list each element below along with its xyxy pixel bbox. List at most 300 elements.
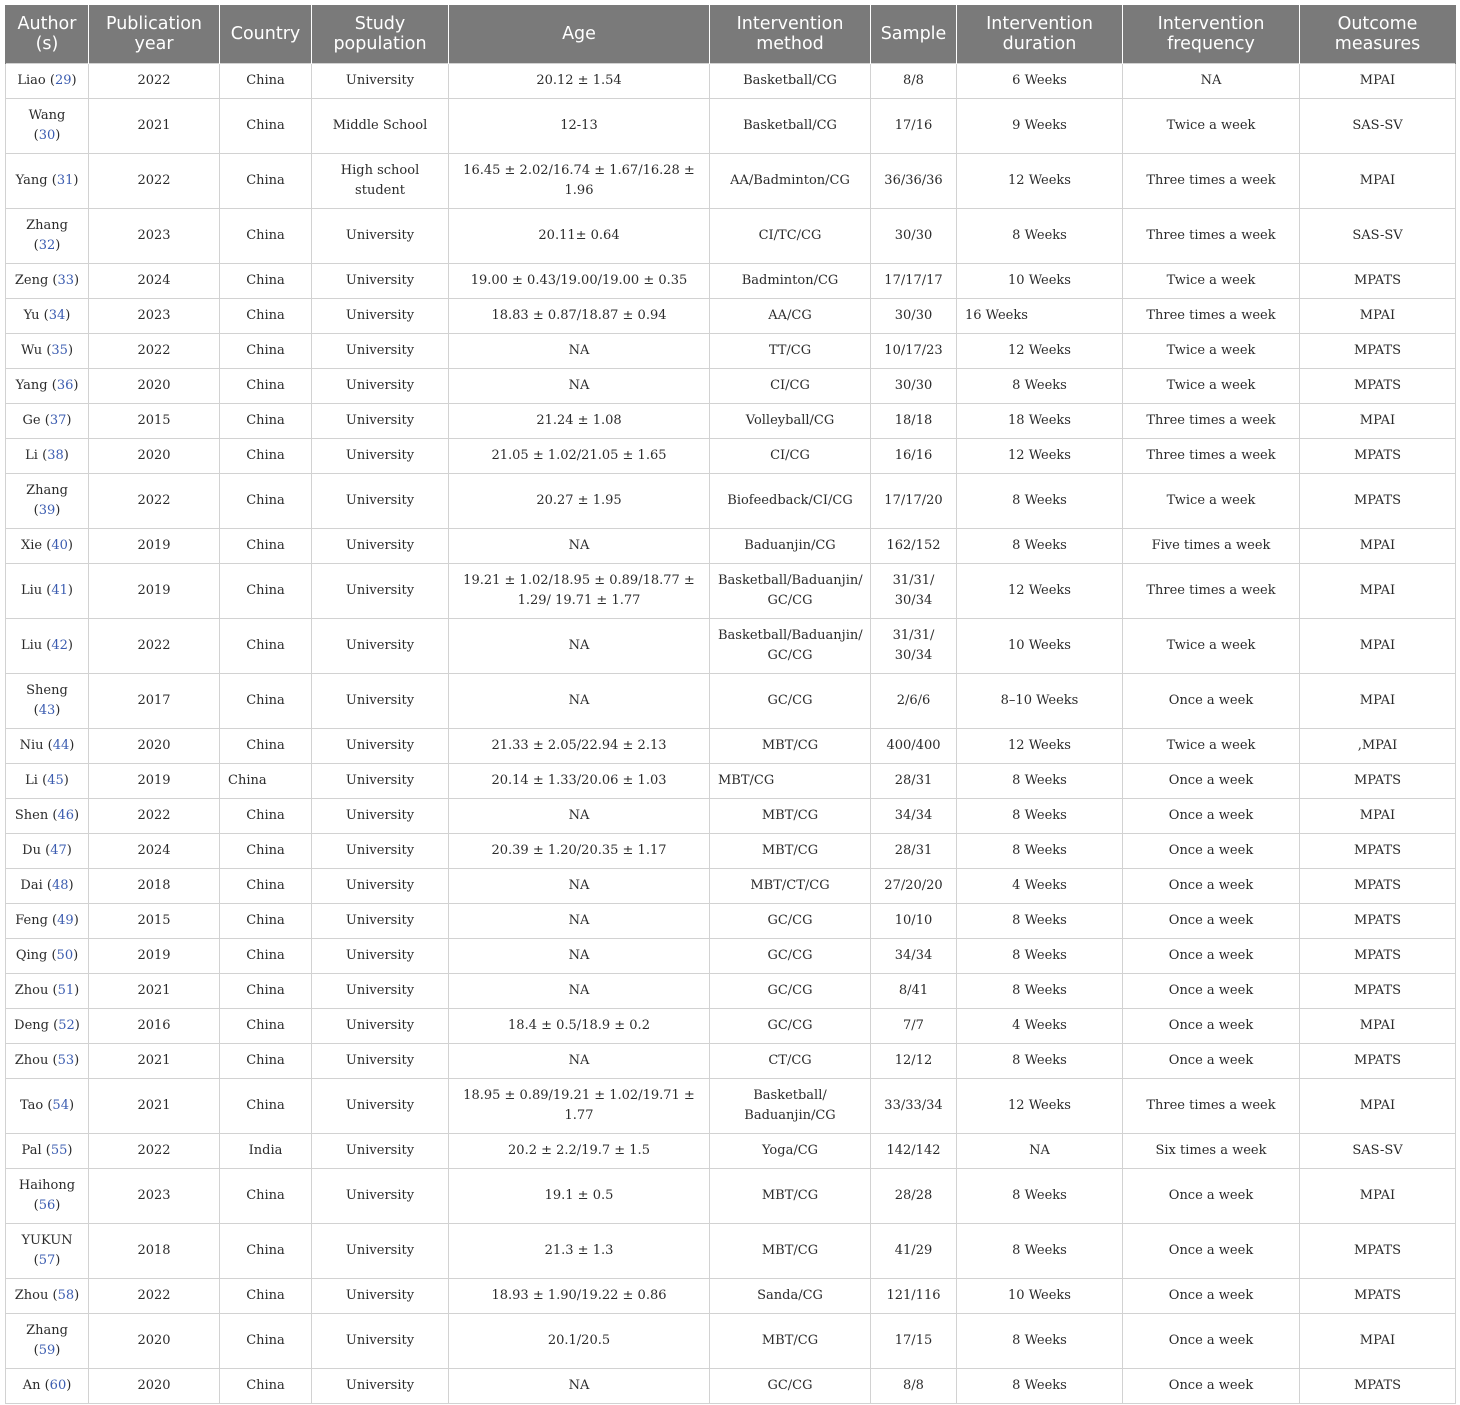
table-row — [6, 1133, 1456, 1168]
duration-cell: 8 Weeks — [957, 1313, 1123, 1368]
reference-link[interactable]: 37 — [49, 412, 67, 428]
reference-link[interactable]: 29 — [54, 72, 72, 88]
author-name: Zhou — [14, 1052, 49, 1068]
age-cell: NA — [449, 333, 710, 368]
age-cell: 20.1/20.5 — [449, 1313, 710, 1368]
outcome-cell: MPAI — [1300, 63, 1456, 98]
sample-cell: 8/8 — [871, 1368, 957, 1403]
country-cell: China — [220, 1278, 312, 1313]
author-cell: Zhou (51) — [6, 973, 89, 1008]
duration-cell: 10 Weeks — [957, 1278, 1123, 1313]
author-name: Yang — [15, 172, 48, 188]
outcome-cell: MPATS — [1300, 1368, 1456, 1403]
duration-cell: 16 Weeks — [957, 298, 1123, 333]
method-cell: MBT/CG — [710, 1313, 871, 1368]
year-cell: 2023 — [89, 208, 220, 263]
method-cell: Basketball/Baduanjin/ GC/CG — [710, 618, 871, 673]
outcome-cell: MPAI — [1300, 1168, 1456, 1223]
author-name: Zhang — [26, 1322, 68, 1338]
author-name: Dai — [20, 877, 43, 893]
frequency-cell: Once a week — [1123, 1313, 1300, 1368]
author-cell: Zhou (58) — [6, 1278, 89, 1313]
population-cell: University — [312, 833, 449, 868]
country-cell: China — [220, 618, 312, 673]
population-cell: University — [312, 673, 449, 728]
outcome-cell: ,MPAI — [1300, 728, 1456, 763]
sample-cell: 34/34 — [871, 798, 957, 833]
author-cell: Yang (31) — [6, 153, 89, 208]
population-cell: High school student — [312, 153, 449, 208]
country-cell: China — [220, 938, 312, 973]
outcome-cell: MPATS — [1300, 368, 1456, 403]
sample-cell: 142/142 — [871, 1133, 957, 1168]
table-header — [6, 5, 1456, 63]
reference-link[interactable]: 57 — [38, 1252, 56, 1268]
outcome-cell: MPATS — [1300, 333, 1456, 368]
outcome-cell: MPATS — [1300, 263, 1456, 298]
reference-link[interactable]: 38 — [47, 447, 64, 463]
method-cell: AA/Badminton/CG — [710, 153, 871, 208]
frequency-cell: Three times a week — [1123, 403, 1300, 438]
reference-link[interactable]: 34 — [48, 307, 66, 323]
frequency-cell: Once a week — [1123, 763, 1300, 798]
year-cell: 2021 — [89, 98, 220, 153]
duration-cell: 8 Weeks — [957, 903, 1123, 938]
outcome-cell: MPATS — [1300, 938, 1456, 973]
country-cell: China — [220, 1043, 312, 1078]
author-cell: Liu (42) — [6, 618, 89, 673]
author-cell: Li (38) — [6, 438, 89, 473]
duration-cell: 12 Weeks — [957, 563, 1123, 618]
population-cell: University — [312, 438, 449, 473]
population-cell: University — [312, 1043, 449, 1078]
frequency-cell: Twice a week — [1123, 368, 1300, 403]
duration-cell: NA — [957, 1133, 1123, 1168]
reference-link[interactable]: 49 — [57, 912, 74, 928]
population-cell: University — [312, 528, 449, 563]
year-cell: 2020 — [89, 728, 220, 763]
age-cell: 18.4 ± 0.5/18.9 ± 0.2 — [449, 1008, 710, 1043]
duration-cell: 12 Weeks — [957, 1078, 1123, 1133]
table-row — [6, 153, 1456, 208]
frequency-cell: Once a week — [1123, 833, 1300, 868]
outcome-cell: MPATS — [1300, 1043, 1456, 1078]
country-cell: China — [220, 563, 312, 618]
table-row — [6, 1223, 1456, 1278]
country-cell: China — [220, 1008, 312, 1043]
year-cell: 2022 — [89, 63, 220, 98]
year-cell: 2023 — [89, 298, 220, 333]
duration-cell: 8 Weeks — [957, 208, 1123, 263]
method-cell: Volleyball/CG — [710, 403, 871, 438]
age-cell: NA — [449, 798, 710, 833]
population-cell: University — [312, 208, 449, 263]
country-cell: China — [220, 673, 312, 728]
reference-link[interactable]: 45 — [47, 772, 64, 788]
author-cell: Feng (49) — [6, 903, 89, 938]
author-name: Yu — [23, 307, 40, 323]
reference-link[interactable]: 56 — [38, 1197, 56, 1213]
sample-cell: 36/36/36 — [871, 153, 957, 208]
year-cell: 2018 — [89, 1223, 220, 1278]
year-cell: 2021 — [89, 1043, 220, 1078]
population-cell: University — [312, 973, 449, 1008]
sample-cell: 18/18 — [871, 403, 957, 438]
outcome-cell: MPAI — [1300, 403, 1456, 438]
author-name: Zhou — [14, 1287, 49, 1303]
frequency-cell: Five times a week — [1123, 528, 1300, 563]
year-header: Publication year — [89, 5, 220, 63]
duration-header: Intervention duration — [957, 5, 1123, 63]
outcome-cell: MPATS — [1300, 1278, 1456, 1313]
author-name: An — [22, 1377, 41, 1393]
author-name: Li — [25, 772, 38, 788]
duration-cell: 8 Weeks — [957, 368, 1123, 403]
age-cell: NA — [449, 973, 710, 1008]
duration-cell: 12 Weeks — [957, 728, 1123, 763]
method-cell: Sanda/CG — [710, 1278, 871, 1313]
author-name: Tao — [19, 1097, 44, 1113]
sample-cell: 28/28 — [871, 1168, 957, 1223]
age-cell: 19.1 ± 0.5 — [449, 1168, 710, 1223]
population-cell: University — [312, 903, 449, 938]
frequency-cell: Once a week — [1123, 973, 1300, 1008]
author-name: Du — [22, 842, 41, 858]
frequency-cell: Three times a week — [1123, 208, 1300, 263]
table-row — [6, 1078, 1456, 1133]
reference-link[interactable]: 40 — [51, 537, 68, 553]
year-cell: 2024 — [89, 833, 220, 868]
reference-link[interactable]: 39 — [38, 502, 56, 518]
year-cell: 2022 — [89, 618, 220, 673]
age-cell: 18.83 ± 0.87/18.87 ± 0.94 — [449, 298, 710, 333]
reference-link[interactable]: 44 — [52, 737, 70, 753]
method-cell: MBT/CG — [710, 798, 871, 833]
reference-link[interactable]: 60 — [49, 1377, 67, 1393]
method-cell: Basketball/ Baduanjin/CG — [710, 1078, 871, 1133]
country-cell: China — [220, 438, 312, 473]
population-cell: University — [312, 938, 449, 973]
duration-cell: 12 Weeks — [957, 333, 1123, 368]
country-cell: China — [220, 1313, 312, 1368]
reference-link[interactable]: 35 — [51, 342, 68, 358]
country-cell: China — [220, 833, 312, 868]
table-body — [6, 63, 1456, 1403]
outcome-cell: MPATS — [1300, 1223, 1456, 1278]
population-cell: University — [312, 763, 449, 798]
method-header: Intervention method — [710, 5, 871, 63]
header-row — [6, 5, 1456, 63]
author-cell: Yu (34) — [6, 298, 89, 333]
author-name: Li — [25, 447, 38, 463]
sample-cell: 2/6/6 — [871, 673, 957, 728]
table-row — [6, 438, 1456, 473]
reference-link[interactable]: 46 — [57, 807, 75, 823]
country-cell: China — [220, 528, 312, 563]
year-cell: 2020 — [89, 1368, 220, 1403]
reference-link[interactable]: 54 — [52, 1097, 69, 1113]
age-cell: NA — [449, 673, 710, 728]
frequency-cell: NA — [1123, 63, 1300, 98]
author-cell: Shen (46) — [6, 798, 89, 833]
duration-cell: 8 Weeks — [957, 798, 1123, 833]
table-row — [6, 333, 1456, 368]
author-cell: Zhang (32) — [6, 208, 89, 263]
table-row — [6, 528, 1456, 563]
reference-link[interactable]: 43 — [38, 702, 56, 718]
reference-link[interactable]: 41 — [51, 582, 68, 598]
author-name: Xie — [21, 537, 43, 553]
author-name: Liu — [20, 637, 43, 653]
year-cell: 2022 — [89, 153, 220, 208]
age-cell: NA — [449, 938, 710, 973]
year-cell: 2024 — [89, 263, 220, 298]
reference-link[interactable]: 48 — [51, 877, 69, 893]
table-row — [6, 1168, 1456, 1223]
author-name: Zhou — [14, 982, 49, 998]
outcome-cell: MPATS — [1300, 868, 1456, 903]
age-cell: 21.3 ± 1.3 — [449, 1223, 710, 1278]
author-cell: Deng (52) — [6, 1008, 89, 1043]
country-cell: China — [220, 973, 312, 1008]
country-cell: China — [220, 763, 312, 798]
duration-cell: 8 Weeks — [957, 763, 1123, 798]
frequency-header: Intervention frequency — [1123, 5, 1300, 63]
frequency-cell: Once a week — [1123, 1168, 1300, 1223]
sample-cell: 27/20/20 — [871, 868, 957, 903]
year-cell: 2022 — [89, 1278, 220, 1313]
author-cell: Xie (40) — [6, 528, 89, 563]
sample-cell: 31/31/ 30/34 — [871, 563, 957, 618]
outcome-cell: MPAI — [1300, 298, 1456, 333]
reference-link[interactable]: 59 — [38, 1342, 56, 1358]
year-cell: 2020 — [89, 368, 220, 403]
population-cell: University — [312, 728, 449, 763]
reference-link[interactable]: 58 — [57, 1287, 75, 1303]
year-cell: 2021 — [89, 1078, 220, 1133]
year-cell: 2022 — [89, 473, 220, 528]
country-cell: China — [220, 868, 312, 903]
outcome-cell: MPAI — [1300, 1078, 1456, 1133]
reference-link[interactable]: 55 — [50, 1142, 68, 1158]
population-cell: University — [312, 298, 449, 333]
frequency-cell: Twice a week — [1123, 263, 1300, 298]
table-row — [6, 938, 1456, 973]
year-cell: 2022 — [89, 333, 220, 368]
table-row — [6, 728, 1456, 763]
sample-cell: 28/31 — [871, 763, 957, 798]
reference-link[interactable]: 42 — [51, 637, 68, 653]
author-cell: Niu (44) — [6, 728, 89, 763]
population-cell: University — [312, 1368, 449, 1403]
author-cell: Wang (30) — [6, 98, 89, 153]
reference-link[interactable]: 53 — [57, 1052, 75, 1068]
frequency-cell: Twice a week — [1123, 473, 1300, 528]
table-row — [6, 403, 1456, 438]
sample-cell: 7/7 — [871, 1008, 957, 1043]
table-row — [6, 563, 1456, 618]
author-cell: Liao (29) — [6, 63, 89, 98]
outcome-header: Outcome measures — [1300, 5, 1456, 63]
frequency-cell: Three times a week — [1123, 438, 1300, 473]
reference-link[interactable]: 52 — [58, 1017, 75, 1033]
frequency-cell: Once a week — [1123, 1008, 1300, 1043]
sample-cell: 28/31 — [871, 833, 957, 868]
outcome-cell: MPAI — [1300, 673, 1456, 728]
sample-cell: 121/116 — [871, 1278, 957, 1313]
reference-link[interactable]: 50 — [56, 947, 74, 963]
method-cell: Baduanjin/CG — [710, 528, 871, 563]
country-cell: China — [220, 298, 312, 333]
table-row — [6, 1008, 1456, 1043]
population-cell: University — [312, 1278, 449, 1313]
method-cell: CT/CG — [710, 1043, 871, 1078]
reference-link[interactable]: 32 — [38, 237, 56, 253]
duration-cell: 8 Weeks — [957, 1168, 1123, 1223]
author-name: Zeng — [14, 272, 49, 288]
frequency-cell: Twice a week — [1123, 98, 1300, 153]
table-row — [6, 1368, 1456, 1403]
table-row — [6, 673, 1456, 728]
population-header: Study population — [312, 5, 449, 63]
country-cell: China — [220, 728, 312, 763]
sample-cell: 41/29 — [871, 1223, 957, 1278]
table-row — [6, 1043, 1456, 1078]
outcome-cell: MPAI — [1300, 563, 1456, 618]
age-cell: 20.11± 0.64 — [449, 208, 710, 263]
duration-cell: 8 Weeks — [957, 1223, 1123, 1278]
table-row — [6, 298, 1456, 333]
method-cell: MBT/CG — [710, 833, 871, 868]
author-cell: Wu (35) — [6, 333, 89, 368]
table-row — [6, 868, 1456, 903]
table-row — [6, 1278, 1456, 1313]
method-cell: MBT/CG — [710, 1168, 871, 1223]
population-cell: University — [312, 1078, 449, 1133]
age-cell: 12-13 — [449, 98, 710, 153]
population-cell: University — [312, 1133, 449, 1168]
reference-link[interactable]: 51 — [57, 982, 75, 998]
method-cell: Basketball/CG — [710, 63, 871, 98]
table-row — [6, 763, 1456, 798]
frequency-cell: Once a week — [1123, 938, 1300, 973]
age-cell: 19.00 ± 0.43/19.00/19.00 ± 0.35 — [449, 263, 710, 298]
reference-link[interactable]: 36 — [56, 377, 74, 393]
age-cell: 18.95 ± 0.89/19.21 ± 1.02/19.71 ± 1.77 — [449, 1078, 710, 1133]
year-cell: 2019 — [89, 763, 220, 798]
country-cell: China — [220, 368, 312, 403]
table-row — [6, 973, 1456, 1008]
table-row — [6, 798, 1456, 833]
duration-cell: 8 Weeks — [957, 938, 1123, 973]
country-cell: China — [220, 63, 312, 98]
method-cell: CI/CG — [710, 438, 871, 473]
age-cell: 21.24 ± 1.08 — [449, 403, 710, 438]
table-row — [6, 98, 1456, 153]
reference-link[interactable]: 30 — [38, 127, 56, 143]
age-cell: 20.12 ± 1.54 — [449, 63, 710, 98]
age-cell: NA — [449, 528, 710, 563]
table-row — [6, 618, 1456, 673]
outcome-cell: SAS-SV — [1300, 98, 1456, 153]
method-cell: Basketball/CG — [710, 98, 871, 153]
population-cell: University — [312, 1313, 449, 1368]
sample-cell: 10/10 — [871, 903, 957, 938]
year-cell: 2016 — [89, 1008, 220, 1043]
author-name: Wang — [28, 107, 66, 123]
year-cell: 2020 — [89, 1313, 220, 1368]
population-cell: University — [312, 618, 449, 673]
duration-cell: 18 Weeks — [957, 403, 1123, 438]
age-cell: 19.21 ± 1.02/18.95 ± 0.89/18.77 ± 1.29/ 19.71 ± 1.77 — [449, 563, 710, 618]
outcome-cell: MPAI — [1300, 1008, 1456, 1043]
author-name: Feng — [15, 912, 48, 928]
outcome-cell: MPAI — [1300, 1313, 1456, 1368]
age-header: Age — [449, 5, 710, 63]
country-cell: China — [220, 153, 312, 208]
population-cell: University — [312, 63, 449, 98]
author-name: Zhang — [26, 217, 68, 233]
author-cell: Dai (48) — [6, 868, 89, 903]
country-cell: China — [220, 403, 312, 438]
outcome-cell: MPATS — [1300, 473, 1456, 528]
age-cell: NA — [449, 368, 710, 403]
sample-cell: 8/41 — [871, 973, 957, 1008]
author-cell: Zeng (33) — [6, 263, 89, 298]
age-cell: 21.33 ± 2.05/22.94 ± 2.13 — [449, 728, 710, 763]
author-cell: An (60) — [6, 1368, 89, 1403]
population-cell: University — [312, 263, 449, 298]
population-cell: University — [312, 473, 449, 528]
method-cell: MBT/CG — [710, 728, 871, 763]
table-row — [6, 63, 1456, 98]
author-name: Liao — [17, 72, 46, 88]
sample-cell: 12/12 — [871, 1043, 957, 1078]
reference-link[interactable]: 33 — [57, 272, 75, 288]
duration-cell: 8 Weeks — [957, 1368, 1123, 1403]
country-cell: China — [220, 263, 312, 298]
frequency-cell: Twice a week — [1123, 618, 1300, 673]
sample-cell: 34/34 — [871, 938, 957, 973]
population-cell: University — [312, 1008, 449, 1043]
outcome-cell: MPATS — [1300, 973, 1456, 1008]
age-cell: 20.2 ± 2.2/19.7 ± 1.5 — [449, 1133, 710, 1168]
sample-cell: 10/17/23 — [871, 333, 957, 368]
author-cell: Tao (54) — [6, 1078, 89, 1133]
reference-link[interactable]: 31 — [56, 172, 74, 188]
duration-cell: 9 Weeks — [957, 98, 1123, 153]
duration-cell: 8 Weeks — [957, 833, 1123, 868]
sample-cell: 17/16 — [871, 98, 957, 153]
author-name: YUKUN — [21, 1232, 73, 1248]
year-cell: 2017 — [89, 673, 220, 728]
outcome-cell: MPAI — [1300, 528, 1456, 563]
year-cell: 2023 — [89, 1168, 220, 1223]
method-cell: TT/CG — [710, 333, 871, 368]
author-cell: Du (47) — [6, 833, 89, 868]
author-cell: Qing (50) — [6, 938, 89, 973]
author-cell: Liu (41) — [6, 563, 89, 618]
author-name: Liu — [20, 582, 43, 598]
sample-cell: 30/30 — [871, 208, 957, 263]
reference-link[interactable]: 47 — [50, 842, 67, 858]
frequency-cell: Six times a week — [1123, 1133, 1300, 1168]
age-cell: 20.39 ± 1.20/20.35 ± 1.17 — [449, 833, 710, 868]
author-cell: Sheng (43) — [6, 673, 89, 728]
year-cell: 2018 — [89, 868, 220, 903]
age-cell: 16.45 ± 2.02/16.74 ± 1.67/16.28 ± 1.96 — [449, 153, 710, 208]
author-cell: Pal (55) — [6, 1133, 89, 1168]
